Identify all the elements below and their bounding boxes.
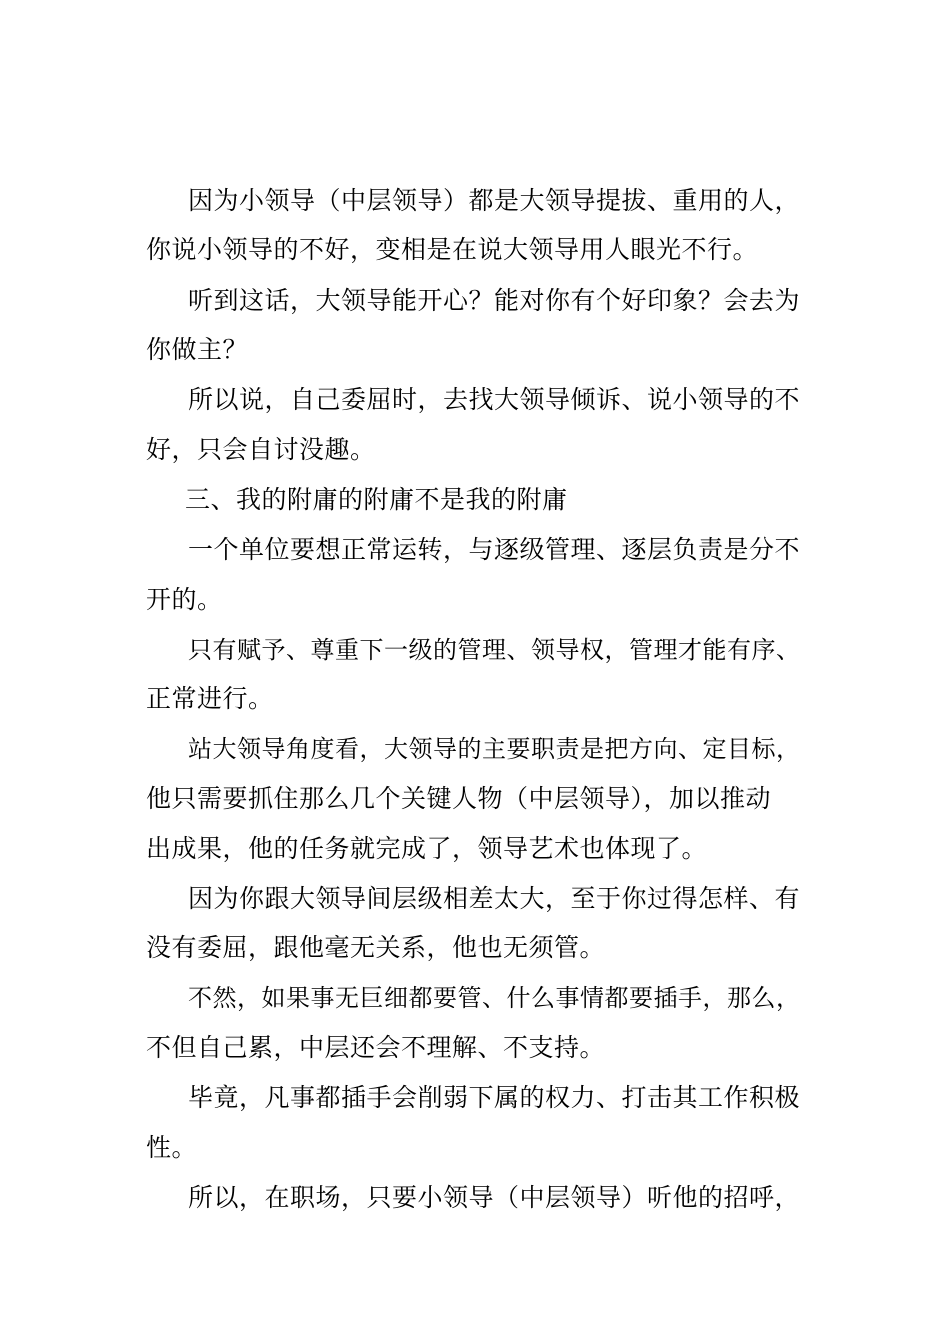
text-line: 你做主？ — [146, 335, 249, 364]
text-line: 一个单位要想正常运转，与逐级管理、逐层负责是分不 — [188, 535, 801, 564]
text-line: 没有委屈，跟他毫无关系，他也无须管。 — [146, 933, 606, 962]
text-line: 正常进行。 — [146, 684, 274, 713]
text-line: 因为小领导（中层领导）都是大领导提拔、重用的人， — [188, 186, 801, 215]
text-line: 只有赋予、尊重下一级的管理、领导权，管理才能有序、 — [188, 636, 801, 664]
text-line: 不但自己累，中层还会不理解、不支持。 — [146, 1033, 606, 1062]
text-line: 毕竟，凡事都插手会削弱下属的权力、打击其工作积极 — [188, 1083, 801, 1112]
text-line: 开的。 — [146, 585, 223, 614]
text-line: 出成果，他的任务就完成了，领导艺术也体现了。 — [146, 834, 708, 863]
text-line: 听到这话，大领导能开心？能对你有个好印象？会去为 — [188, 286, 801, 315]
section-heading: 三、我的附庸的附庸不是我的附庸 — [185, 485, 568, 514]
text-line: 站大领导角度看，大领导的主要职责是把方向、定目标， — [188, 735, 801, 763]
text-line: 所以，在职场，只要小领导（中层领导）听他的招呼， — [188, 1183, 801, 1212]
text-line: 不然，如果事无巨细都要管、什么事情都要插手，那么， — [188, 984, 801, 1012]
text-line: 好，只会自讨没趣。 — [146, 435, 376, 464]
text-line: 你说小领导的不好，变相是在说大领导用人眼光不行。 — [146, 235, 759, 264]
text-line: 他只需要抓住那么几个关键人物（中层领导），加以推动 — [146, 784, 772, 813]
text-line: 性。 — [146, 1133, 198, 1162]
text-line: 因为你跟大领导间层级相差太大，至于你过得怎样、有 — [188, 884, 801, 913]
text-line: 所以说，自己委屈时，去找大领导倾诉、说小领导的不 — [188, 385, 801, 414]
